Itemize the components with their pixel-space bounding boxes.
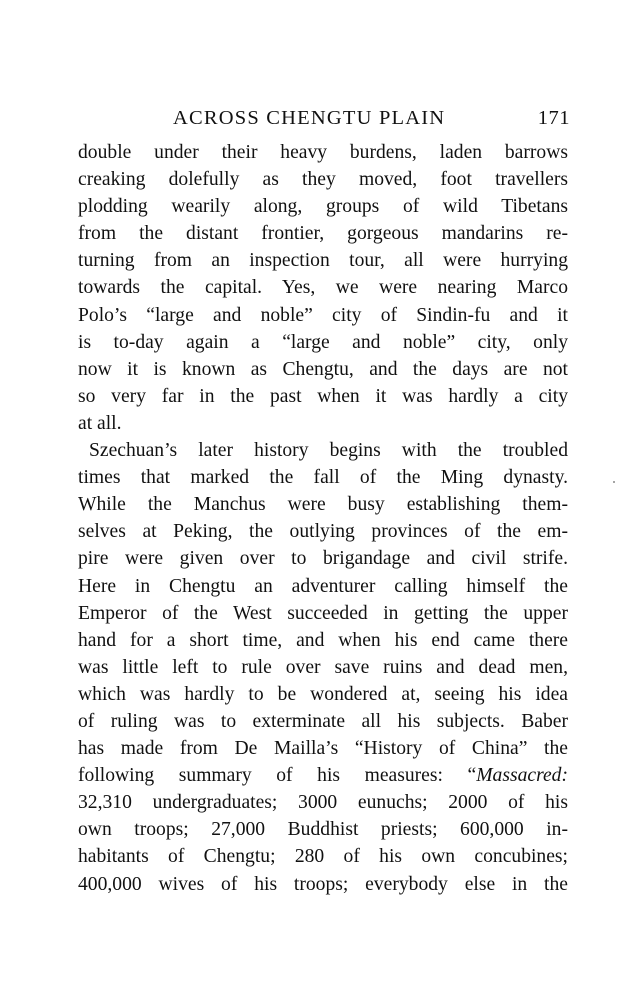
text-line: was little left to rule over save ruins and dead men, <box>78 656 568 678</box>
text-line: creaking dolefully as they moved, foot travellers <box>78 169 568 191</box>
text-line: of ruling was to exterminate all his subjects. Baber <box>78 710 568 732</box>
text-line: has made from De Mailla’s “History of China” the <box>78 738 568 760</box>
text-line <box>78 762 568 789</box>
text-line: plodding wearily along, groups of wild Tibetans <box>78 196 568 218</box>
text-line: Here in Chengtu an adventurer calling himself the <box>78 575 568 597</box>
running-title: ACROSS CHENGTU PLAIN <box>173 107 446 129</box>
text-line: is to-day again a “large and noble” city, only <box>78 331 568 353</box>
text-line-roman: following summary of his measures: “ <box>78 765 477 787</box>
text-line: Emperor of the West succeeded in getting the upper <box>78 602 568 624</box>
text-line: from the distant frontier, gorgeous mandarins re- <box>78 223 568 245</box>
paper-speck <box>613 481 615 483</box>
text-line: towards the capital. Yes, we were nearing Marco <box>78 277 568 299</box>
page-number: 171 <box>537 107 570 129</box>
running-header <box>78 104 570 132</box>
text-line: habitants of Chengtu; 280 of his own concubines; <box>78 846 568 868</box>
text-line: which was hardly to be wondered at, seeing his idea <box>78 683 568 705</box>
text-line: hand for a short time, and when his end came there <box>78 629 568 651</box>
text-line: Polo’s “large and noble” city of Sindin-fu and it <box>78 304 568 326</box>
body-text <box>78 139 568 898</box>
text-line: so very far in the past when it was hardly a city <box>78 385 568 407</box>
text-line: While the Manchus were busy establishing them- <box>78 494 568 516</box>
text-line: pire were given over to brigandage and civil strife. <box>78 548 568 570</box>
text-line: 32,310 undergraduates; 3000 eunuchs; 2000 of his <box>78 792 568 814</box>
text-line: times that marked the fall of the Ming dynasty. <box>78 467 568 489</box>
text-line: Szechuan’s later history begins with the troubled <box>89 440 568 462</box>
text-line: turning from an inspection tour, all were hurrying <box>78 250 568 272</box>
text-line: own troops; 27,000 Buddhist priests; 600,000 in- <box>78 819 568 841</box>
text-line: 400,000 wives of his troops; everybody else in the <box>78 873 568 895</box>
text-line-italic: Massacred: <box>476 765 568 787</box>
text-line: now it is known as Chengtu, and the days are not <box>78 358 568 380</box>
text-line: double under their heavy burdens, laden barrows <box>78 142 568 163</box>
text-line: at all. <box>78 412 122 434</box>
text-line: selves at Peking, the outlying provinces of the em- <box>78 521 568 543</box>
